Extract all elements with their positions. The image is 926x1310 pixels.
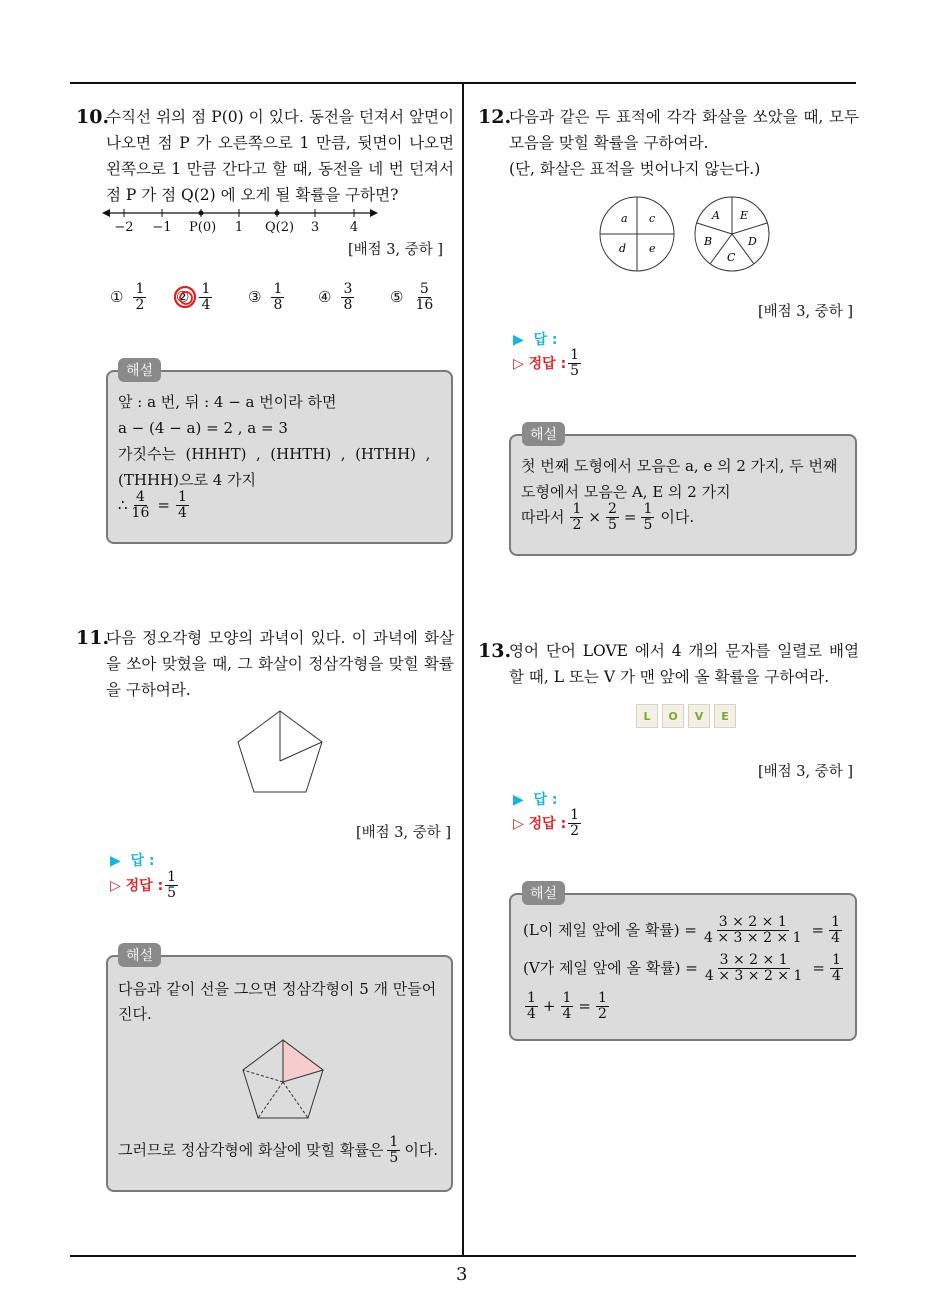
plus: + [542,996,556,1015]
target1-label-d: d [619,242,627,255]
number-line-label: −2 [114,220,134,235]
q10-sol-line2: a − (4 − a) = 2 , a = 3 [118,419,288,437]
fraction: $\frac{1}{5}$ [389,1134,399,1166]
q10-text: 수직선 위의 점 P(0) 이 있다. 동전을 던져서 앞면이 나오면 점 P 가 오른쪽으로 1 만큼, 뒷면이 나오면 왼쪽으로 1 만큼 간다고 할 때, 동전을 네 번 던져서 점 P 가 점 Q(2) 에 오게 될 확률을 구하면? [106,108,454,204]
therefore-symbol: ∴ [118,495,128,514]
q13-sol-row1 [523,915,844,945]
q13-number: 13. [478,640,512,662]
target2-label-D: D [748,235,757,248]
choice-mark: ② [176,288,190,307]
correct-label: ▷ 정답 : [513,816,567,833]
q13-solution-box [509,893,857,1041]
answer-circle-mark [172,284,200,312]
q13-solution-tag: 해설 [522,881,565,905]
q12-text: 다음과 같은 두 표적에 각각 화살을 쏘았을 때, 모두 모음을 맞힐 확률을 구하여라. [509,108,859,152]
q13-sol-row2 [523,953,845,983]
letter-tile-V: V [688,704,710,728]
q11-solution-box [106,955,453,1192]
fraction: $\frac{3 \times 2 \times 1}{4 \times 3 \times 2 \times 1}$ [704,952,803,984]
sol-text: 따라서 [521,507,565,526]
q10-number: 10. [76,106,110,128]
equals: = [157,495,170,514]
q12-solution-box [509,434,857,556]
q11-text: 다음 정오각형 모양의 과녁이 있다. 이 과녁에 화살을 쏘아 맞혔을 때, 그 화살이 정삼각형을 맞힐 확률을 구하여라. [106,629,454,699]
fraction: $\frac{1}{2}$ [598,990,607,1022]
q10-meta: [배점 3, 중하 ] [348,242,444,258]
page-number: 3 [456,1264,468,1285]
fraction: $\frac{1}{5}$ [167,869,177,901]
q12-target-2 [692,194,772,274]
q11-sol-line1: 다음과 같이 선을 그으면 정삼각형이 5 개 만들어 진다. [118,980,437,1023]
number-line-label: Q(2) [265,220,295,235]
target2-label-A: A [712,209,720,222]
fraction: $\frac{4}{16}$ [131,489,150,521]
number-line-label: 4 [349,220,359,235]
target2-label-E: E [740,209,749,222]
q11-pentagon-solution-diagram [238,1037,328,1123]
fraction: $\frac{1}{4}$ [831,914,841,946]
number-line-label: 1 [234,220,244,235]
fraction: $\frac{1}{2}$ [135,281,145,313]
fraction: $\frac{1}{2}$ [572,501,582,533]
target1-label-a: a [621,212,628,225]
times-symbol: × [588,507,601,526]
column-divider [462,84,464,1256]
q12-sol-conclusion [521,502,694,532]
number-line-label: 3 [310,220,320,235]
number-line-point [199,211,204,216]
q12-sol-line1: 첫 번째 도형에서 모음은 a, e 의 2 가지, 두 번째 [521,457,838,475]
choice-mark: ① [110,288,124,307]
number-line-label: −1 [152,220,172,235]
equals: = [578,996,591,1015]
q11-number: 11. [76,627,110,649]
choice-4[interactable] [318,282,356,312]
correct-label: ▷ 정답 : [513,356,567,373]
fraction: $\frac{1}{2}$ [570,807,580,839]
q10-sol-line1: 앞 : a 번, 뒤 : 4 − a 번이라 하면 [118,393,337,411]
equals: = [623,507,637,526]
q12-text-note: (단, 화살은 표적을 벗어나지 않는다.) [509,160,761,178]
sol-text: 그러므로 정삼각형에 화살에 맞힐 확률은 [118,1140,384,1159]
q13-sol-row3 [523,991,611,1021]
q11-correct-answer [110,870,180,900]
choice-mark: ④ [318,288,332,307]
q13-answer-label: ▶ 답 : [513,792,558,808]
q12-target-1 [597,194,677,274]
target2-label-B: B [704,235,713,248]
q11-meta: [배점 3, 중하 ] [356,825,452,841]
q12-meta: [배점 3, 중하 ] [758,304,854,320]
q10-sol-line4: (THHH)으로 4 가지 [118,471,256,489]
q11-solution-tag: 해설 [118,943,161,967]
equals: = [812,958,825,977]
fraction: $\frac{1}{5}$ [643,501,653,533]
q10-solution-box [106,370,453,544]
choice-mark: ③ [248,288,262,307]
q11-pentagon-target [230,706,330,798]
fraction: $\frac{5}{16}$ [415,281,434,313]
q10-sol-conclusion [118,490,191,520]
correct-label: ▷ 정답 : [110,878,164,895]
bottom-rule [70,1255,856,1257]
q13-love-tiles [636,704,736,728]
choice-3[interactable] [248,282,286,312]
fraction: $\frac{1}{8}$ [273,281,283,313]
fraction: $\frac{2}{5}$ [607,501,617,533]
fraction: $\frac{1}{4}$ [527,990,536,1022]
choice-1[interactable] [110,282,148,312]
target1-label-e: e [649,242,656,255]
q12-solution-tag: 해설 [522,422,565,446]
sol-text: (L이 제일 앞에 올 확률) = [523,920,697,939]
fraction: $\frac{1}{4}$ [177,489,187,521]
target1-label-c: c [649,212,656,225]
choice-5[interactable] [390,282,437,312]
fraction: $\frac{1}{4}$ [201,281,211,313]
q12-correct-answer [513,348,583,378]
target2-label-C: C [727,251,736,264]
fraction: $\frac{1}{5}$ [570,347,580,379]
letter-tile-O: O [662,704,684,728]
q12-answer-label: ▶ 답 : [513,332,558,348]
q11-answer-label: ▶ 답 : [110,853,155,869]
sol-text: (V가 제일 앞에 올 확률) = [523,958,698,977]
number-line-label: P(0) [189,220,217,235]
q11-sol-conclusion [118,1135,438,1165]
q13-correct-answer [513,808,583,838]
q13-text: 영어 단어 LOVE 에서 4 개의 문자를 일렬로 배열 할 때, L 또는 V 가 맨 앞에 올 확률을 구하여라. [509,642,859,686]
q12-number: 12. [478,106,512,128]
fraction: $\frac{1}{4}$ [831,952,841,984]
sol-text: 이다. [404,1140,439,1159]
equals: = [811,920,825,939]
q10-solution-tag: 해설 [118,358,161,382]
choice-mark: ⑤ [390,288,404,307]
fraction: $\frac{3}{8}$ [343,281,353,313]
letter-tile-E: E [714,704,736,728]
q12-sol-line2: 도형에서 모음은 A, E 의 2 가지 [521,483,731,501]
fraction: $\frac{1}{4}$ [562,990,572,1022]
number-line-point [275,211,280,216]
q10-sol-line3: 가짓수는 (HHHT) , (HHTH) , (HTHH) , [118,445,431,463]
sol-text: 이다. [660,507,695,526]
letter-tile-L: L [636,704,658,728]
fraction: $\frac{3 \times 2 \times 1}{4 \times 3 \times 2 \times 1}$ [704,914,802,946]
q13-meta: [배점 3, 중하 ] [758,764,854,780]
